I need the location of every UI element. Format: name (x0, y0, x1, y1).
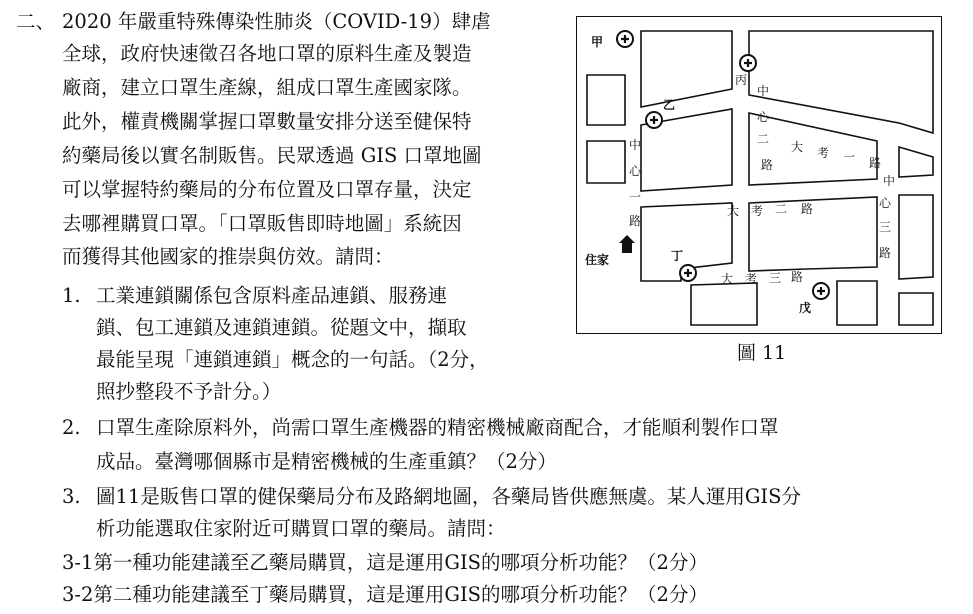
road-label-char: 心 (629, 164, 642, 178)
sub1-number: 1. (62, 284, 81, 307)
road-label-char: 二 (775, 202, 788, 216)
home-label: 住家 (585, 253, 610, 267)
pharmacy-map (576, 16, 942, 334)
road-label-char: 中 (757, 84, 770, 98)
road-label-char: 路 (879, 246, 892, 260)
intro-line: 可以掌握特約藥局的分布位置及口罩存量，決定 (62, 178, 472, 201)
intro-line: 此外，權責機關掌握口罩數量安排分送至健保特 (62, 110, 472, 133)
intro-line: 廠商，建立口罩生產線，組成口罩生產國家隊。 (62, 76, 472, 99)
road-label-char: 二 (757, 132, 770, 146)
figure-caption: 圖 11 (737, 342, 787, 364)
road-label-char: 大 (721, 272, 734, 286)
block-outlines (587, 31, 933, 325)
road-label-char: 路 (629, 214, 642, 228)
road-label-char: 三 (879, 220, 892, 234)
road-label-char: 三 (769, 271, 782, 285)
pharmacy-wu-label: 戊 (799, 301, 812, 315)
sub2-number: 2. (62, 416, 81, 439)
sub1-line: 最能呈現「連鎖連鎖」概念的一句話。（2分， (96, 348, 489, 371)
home-icon (619, 235, 635, 253)
road-label-char: 路 (801, 202, 814, 216)
intro-line: 去哪裡購買口罩。「口罩販售即時地圖」系統因 (62, 212, 462, 235)
pharmacy-bing-label: 丙 (735, 73, 748, 87)
sub3-line: 析功能選取住家附近可購買口罩的藥局。請問： (96, 517, 506, 540)
intro-line: 約藥局後以實名制販售。民眾透過 GIS 口罩地圖 (62, 144, 482, 167)
pharmacy-jia-label: 甲 (591, 35, 604, 49)
sub2-line: 成品。臺灣哪個縣市是精密機械的生產重鎮？（2分） (96, 450, 557, 473)
road-label-char: 考 (751, 204, 764, 218)
road-label-char: 考 (817, 146, 830, 160)
road-label-char: 一 (629, 190, 642, 204)
question-number: 二、 (16, 10, 56, 33)
road-label-char: 心 (879, 196, 892, 210)
road-label-char: 心 (757, 110, 770, 124)
pharmacy-bing-marker (740, 55, 756, 71)
intro-line: 全球，政府快速徵召各地口罩的原料生產及製造 (62, 42, 472, 65)
sub3-line: 圖11是販售口罩的健保藥局分布及路網地圖，各藥局皆供應無虞。某人運用GIS分 (96, 485, 801, 508)
pharmacy-jia-marker (617, 31, 633, 47)
road-label-char: 大 (727, 204, 740, 218)
pharmacy-ding-label: 丁 (671, 249, 684, 263)
road-label-char: 路 (869, 156, 882, 170)
sub3-1-line: 3-1第一種功能建議至乙藥局購買，這是運用GIS的哪項分析功能？（2分） (62, 551, 708, 574)
pharmacy-yi-label: 乙 (663, 98, 676, 112)
sub1-line: 工業連鎖關係包含原料產品連鎖、服務連 (96, 284, 448, 307)
road-label-char: 中 (629, 138, 642, 152)
pharmacy-yi-marker (646, 112, 662, 128)
road-label-char: 路 (761, 158, 774, 172)
road-label-char: 考 (745, 272, 758, 286)
sub3-number: 3. (62, 485, 81, 508)
pharmacy-wu-marker (813, 283, 829, 299)
road-label-char: 路 (791, 270, 804, 284)
intro-line: 2020 年嚴重特殊傳染性肺炎（COVID-19）肆虐 (62, 10, 491, 33)
sub3-2-line: 3-2第二種功能建議至丁藥局購買，這是運用GIS的哪項分析功能？（2分） (62, 583, 708, 606)
sub1-line: 鎖、包工連鎖及連鎖連鎖。從題文中，擷取 (96, 316, 467, 339)
pharmacy-ding-marker (680, 265, 696, 281)
road-label-char: 一 (843, 150, 856, 164)
intro-line: 而獲得其他國家的推崇與仿效。請問： (62, 245, 394, 268)
road-label-char: 大 (791, 140, 804, 154)
road-network (577, 17, 942, 334)
sub1-line: 照抄整段不予計分。） (96, 380, 282, 403)
road-label-char: 中 (883, 174, 896, 188)
sub2-line: 口罩生產除原料外，尚需口罩生產機器的精密機械廠商配合，才能順利製作口罩 (96, 416, 779, 439)
